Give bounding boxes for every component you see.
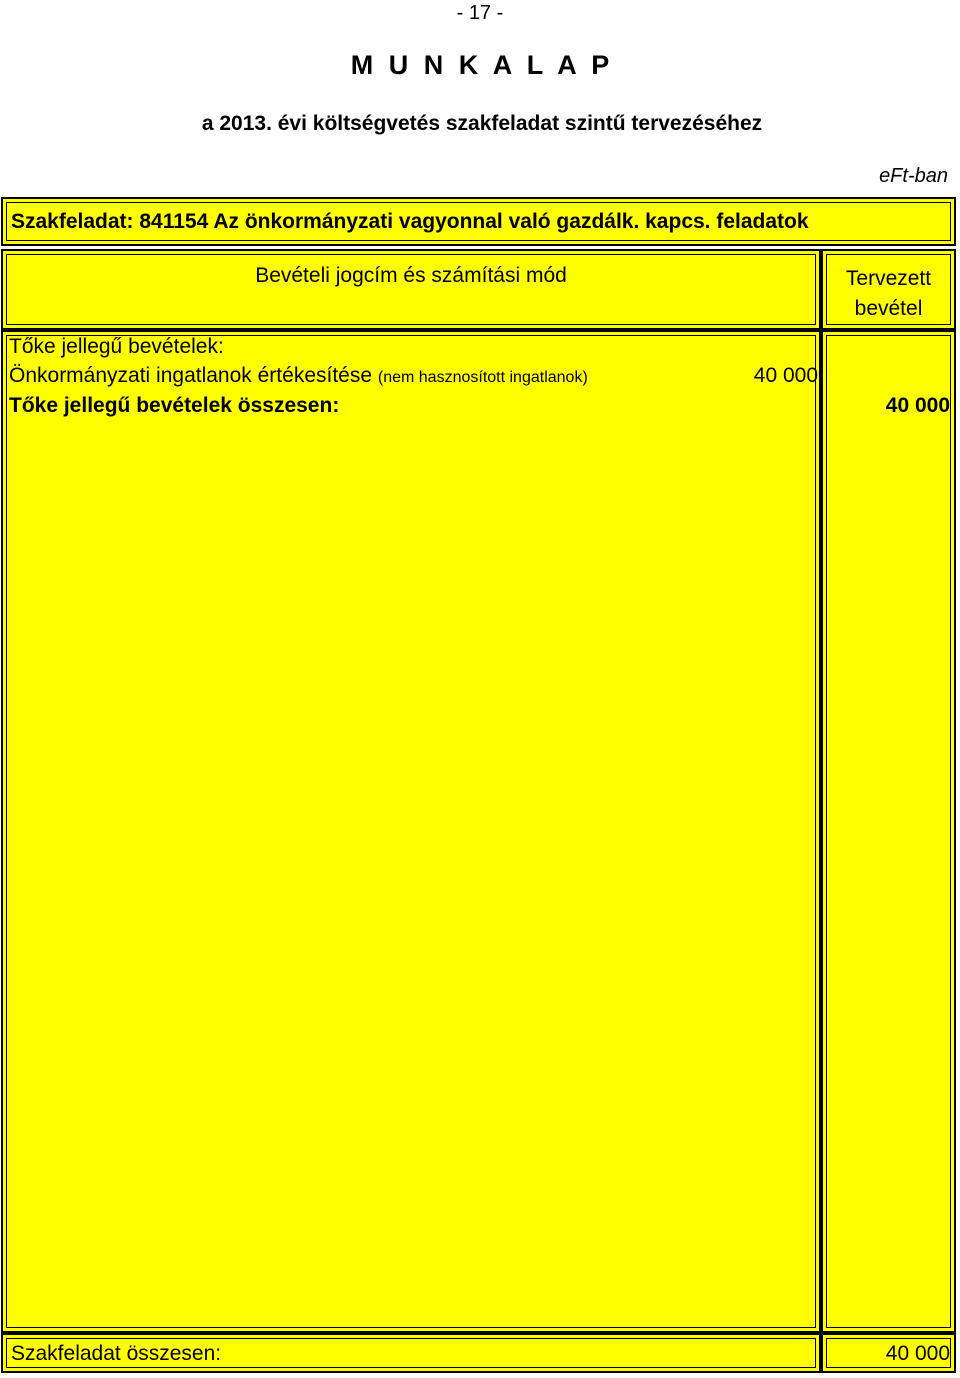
page-title: M U N K A L A P [350,50,614,80]
table-body-description [1,330,821,1333]
item-value: 40 000 [753,364,818,387]
column-header-planned-line1: Tervezett [845,267,932,290]
column-header-description-label: Bevételi jogcím és számítási mód [255,264,567,287]
column-header-planned-line2: bevétel [854,297,923,320]
item-label: Önkormányzati ingatlanok értékesítése [9,364,373,387]
page-subtitle: a 2013. évi költségvetés szakfeladat szintű tervezéséhez [201,112,763,135]
table-body-planned [821,330,956,1333]
footer-label: Szakfeladat összesen: [11,1342,222,1365]
column-header-planned-label [823,264,954,324]
task-label: Szakfeladat: 841154 Az önkormányzati vagyonnal való gazdálk. kapcs. feladatok [11,210,809,233]
section-total-value: 40 000 [885,394,950,417]
column-header-planned [821,249,956,330]
footer-value: 40 000 [885,1342,950,1365]
section-heading: Tőke jellegű bevételek: [9,335,224,358]
column-header-description [1,249,821,330]
item-note: (nem hasznosított ingatlanok) [377,369,588,386]
table-row [9,364,588,388]
footer-value-box [821,1333,956,1373]
currency-unit: eFt-ban [879,165,948,187]
section-total-label: Tőke jellegű bevételek összesen: [9,394,340,417]
page-number: - 17 - [456,2,504,24]
task-header-box [1,197,956,246]
footer-label-box [1,1333,821,1373]
